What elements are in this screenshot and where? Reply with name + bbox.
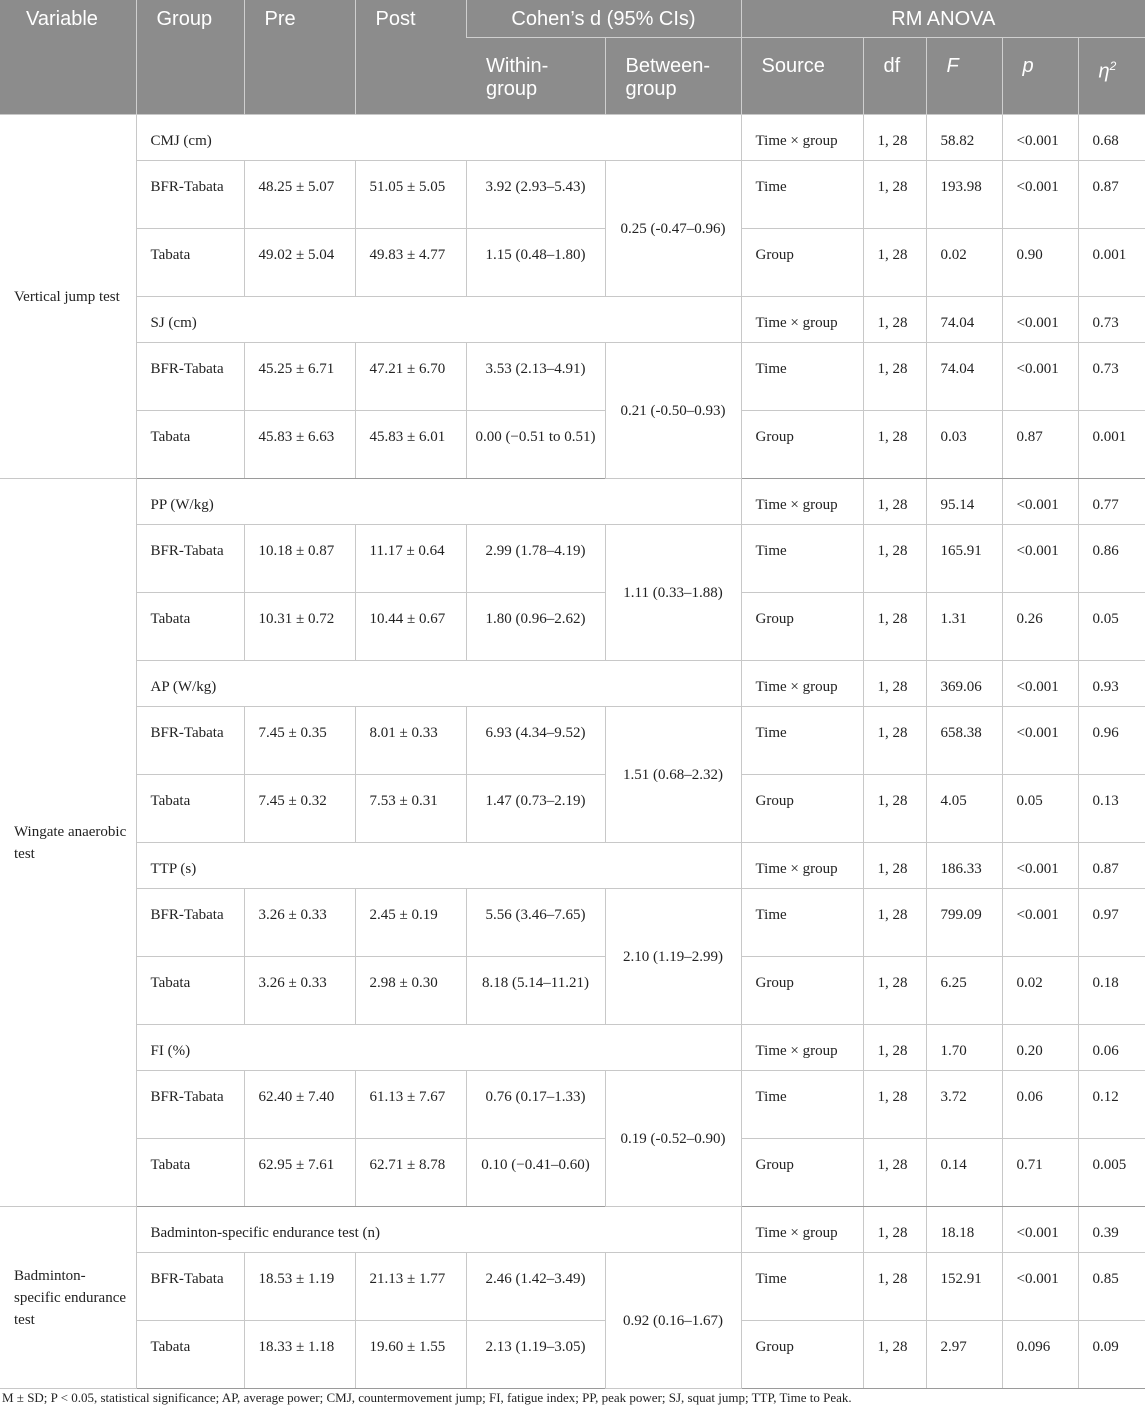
anova-eta: 0.73	[1078, 297, 1145, 343]
between-cell: 0.25 (-0.47–0.96)	[605, 161, 741, 297]
anova-df: 1, 28	[863, 411, 926, 479]
post-cell: 45.83 ± 6.01	[355, 411, 466, 479]
header-df: df	[863, 38, 926, 115]
anova-eta: 0.77	[1078, 479, 1145, 525]
anova-df: 1, 28	[863, 889, 926, 957]
anova-eta: 0.12	[1078, 1071, 1145, 1139]
anova-df: 1, 28	[863, 1139, 926, 1207]
anova-f: 369.06	[926, 661, 1002, 707]
within-cell: 6.93 (4.34–9.52)	[466, 707, 605, 775]
within-cell: 3.92 (2.93–5.43)	[466, 161, 605, 229]
header-p: p	[1002, 38, 1078, 115]
anova-p: <0.001	[1002, 1253, 1078, 1321]
within-cell: 0.00 (−0.51 to 0.51)	[466, 411, 605, 479]
within-cell: 2.99 (1.78–4.19)	[466, 525, 605, 593]
group-cell: Tabata	[136, 593, 244, 661]
table-row	[0, 775, 1145, 843]
anova-df: 1, 28	[863, 297, 926, 343]
within-cell: 2.13 (1.19–3.05)	[466, 1321, 605, 1389]
measure-row	[0, 479, 1145, 525]
post-cell: 21.13 ± 1.77	[355, 1253, 466, 1321]
anova-eta: 0.001	[1078, 229, 1145, 297]
group-cell: Tabata	[136, 1139, 244, 1207]
anova-source: Group	[741, 593, 863, 661]
anova-df: 1, 28	[863, 161, 926, 229]
anova-df: 1, 28	[863, 229, 926, 297]
measure-name: Badminton-specific endurance test (n)	[136, 1207, 741, 1253]
measure-name: PP (W/kg)	[136, 479, 741, 525]
anova-eta: 0.96	[1078, 707, 1145, 775]
anova-eta: 0.05	[1078, 593, 1145, 661]
anova-eta: 0.06	[1078, 1025, 1145, 1071]
within-cell: 8.18 (5.14–11.21)	[466, 957, 605, 1025]
anova-p: <0.001	[1002, 1207, 1078, 1253]
within-cell: 1.15 (0.48–1.80)	[466, 229, 605, 297]
group-cell: Tabata	[136, 411, 244, 479]
anova-df: 1, 28	[863, 707, 926, 775]
post-cell: 7.53 ± 0.31	[355, 775, 466, 843]
anova-source: Group	[741, 775, 863, 843]
anova-f: 74.04	[926, 297, 1002, 343]
anova-eta: 0.18	[1078, 957, 1145, 1025]
anova-f: 0.02	[926, 229, 1002, 297]
pre-cell: 62.40 ± 7.40	[244, 1071, 355, 1139]
anova-eta: 0.68	[1078, 115, 1145, 161]
anova-p: 0.05	[1002, 775, 1078, 843]
post-cell: 61.13 ± 7.67	[355, 1071, 466, 1139]
group-cell: Tabata	[136, 775, 244, 843]
anova-source: Group	[741, 1139, 863, 1207]
anova-df: 1, 28	[863, 1321, 926, 1389]
header-between-group: Between-group	[605, 38, 741, 115]
group-cell: Tabata	[136, 229, 244, 297]
anova-source: Group	[741, 1321, 863, 1389]
anova-source: Time	[741, 343, 863, 411]
variable-cell: Vertical jump test	[0, 115, 136, 479]
eta-superscript: 2	[1109, 59, 1117, 73]
post-cell: 8.01 ± 0.33	[355, 707, 466, 775]
table-row	[0, 1071, 1145, 1139]
pre-cell: 18.53 ± 1.19	[244, 1253, 355, 1321]
within-cell: 5.56 (3.46–7.65)	[466, 889, 605, 957]
anova-p: 0.87	[1002, 411, 1078, 479]
anova-f: 186.33	[926, 843, 1002, 889]
pre-cell: 18.33 ± 1.18	[244, 1321, 355, 1389]
variable-cell: Badminton-specific endurance test	[0, 1207, 136, 1389]
post-cell: 2.45 ± 0.19	[355, 889, 466, 957]
header-pre: Pre	[244, 0, 355, 115]
measure-name: SJ (cm)	[136, 297, 741, 343]
table-row	[0, 889, 1145, 957]
anova-source: Time	[741, 161, 863, 229]
anova-df: 1, 28	[863, 479, 926, 525]
anova-df: 1, 28	[863, 843, 926, 889]
pre-cell: 62.95 ± 7.61	[244, 1139, 355, 1207]
group-cell: BFR-Tabata	[136, 1253, 244, 1321]
anova-source: Time	[741, 525, 863, 593]
group-cell: BFR-Tabata	[136, 343, 244, 411]
group-cell: BFR-Tabata	[136, 889, 244, 957]
anova-source: Time × group	[741, 1207, 863, 1253]
pre-cell: 7.45 ± 0.35	[244, 707, 355, 775]
anova-eta: 0.001	[1078, 411, 1145, 479]
header-variable: Variable	[0, 0, 136, 115]
measure-row	[0, 1207, 1145, 1253]
table-row	[0, 229, 1145, 297]
anova-f: 658.38	[926, 707, 1002, 775]
pre-cell: 45.83 ± 6.63	[244, 411, 355, 479]
anova-source: Time × group	[741, 297, 863, 343]
anova-df: 1, 28	[863, 1207, 926, 1253]
anova-df: 1, 28	[863, 775, 926, 843]
post-cell: 11.17 ± 0.64	[355, 525, 466, 593]
anova-eta: 0.09	[1078, 1321, 1145, 1389]
anova-source: Group	[741, 229, 863, 297]
between-cell: 2.10 (1.19–2.99)	[605, 889, 741, 1025]
anova-f: 0.03	[926, 411, 1002, 479]
anova-f: 3.72	[926, 1071, 1002, 1139]
header-f: F	[926, 38, 1002, 115]
anova-f: 0.14	[926, 1139, 1002, 1207]
anova-df: 1, 28	[863, 525, 926, 593]
within-cell: 1.80 (0.96–2.62)	[466, 593, 605, 661]
anova-source: Time × group	[741, 115, 863, 161]
measure-name: FI (%)	[136, 1025, 741, 1071]
anova-eta: 0.13	[1078, 775, 1145, 843]
measure-row	[0, 297, 1145, 343]
between-cell: 0.21 (-0.50–0.93)	[605, 343, 741, 479]
anova-source: Time × group	[741, 661, 863, 707]
anova-eta: 0.87	[1078, 161, 1145, 229]
anova-source: Time	[741, 1071, 863, 1139]
anova-p: 0.26	[1002, 593, 1078, 661]
anova-df: 1, 28	[863, 1071, 926, 1139]
anova-f: 58.82	[926, 115, 1002, 161]
anova-p: <0.001	[1002, 707, 1078, 775]
post-cell: 10.44 ± 0.67	[355, 593, 466, 661]
post-cell: 2.98 ± 0.30	[355, 957, 466, 1025]
header-rm-anova: RM ANOVA	[741, 0, 1145, 38]
within-cell: 3.53 (2.13–4.91)	[466, 343, 605, 411]
table-row	[0, 411, 1145, 479]
anova-p: <0.001	[1002, 161, 1078, 229]
anova-p: <0.001	[1002, 479, 1078, 525]
post-cell: 19.60 ± 1.55	[355, 1321, 466, 1389]
anova-f: 6.25	[926, 957, 1002, 1025]
anova-p: 0.096	[1002, 1321, 1078, 1389]
anova-source: Group	[741, 411, 863, 479]
within-cell: 2.46 (1.42–3.49)	[466, 1253, 605, 1321]
anova-p: <0.001	[1002, 297, 1078, 343]
table-row	[0, 593, 1145, 661]
measure-row	[0, 1025, 1145, 1071]
pre-cell: 45.25 ± 6.71	[244, 343, 355, 411]
anova-f: 18.18	[926, 1207, 1002, 1253]
anova-df: 1, 28	[863, 115, 926, 161]
pre-cell: 48.25 ± 5.07	[244, 161, 355, 229]
header-cohens-d: Cohen’s d (95% CIs)	[466, 0, 741, 38]
header-eta-squared	[1078, 38, 1145, 115]
anova-p: <0.001	[1002, 843, 1078, 889]
header-post: Post	[355, 0, 466, 115]
between-cell: 1.51 (0.68–2.32)	[605, 707, 741, 843]
anova-p: 0.06	[1002, 1071, 1078, 1139]
anova-f: 74.04	[926, 343, 1002, 411]
group-cell: BFR-Tabata	[136, 707, 244, 775]
pre-cell: 3.26 ± 0.33	[244, 957, 355, 1025]
table-row	[0, 343, 1145, 411]
anova-f: 799.09	[926, 889, 1002, 957]
anova-df: 1, 28	[863, 593, 926, 661]
between-cell: 0.19 (-0.52–0.90)	[605, 1071, 741, 1207]
table-footnote: M ± SD; P < 0.05, statistical significance; AP, average power; CMJ, countermovement jump; FI, fatigue index; PP, peak power; SJ, squat jump; TTP, Time to Peak.	[2, 1390, 852, 1405]
pre-cell: 3.26 ± 0.33	[244, 889, 355, 957]
group-cell: Tabata	[136, 957, 244, 1025]
anova-eta: 0.93	[1078, 661, 1145, 707]
anova-source: Time × group	[741, 1025, 863, 1071]
anova-source: Time × group	[741, 479, 863, 525]
anova-f: 2.97	[926, 1321, 1002, 1389]
anova-df: 1, 28	[863, 343, 926, 411]
anova-f: 95.14	[926, 479, 1002, 525]
table-row	[0, 1139, 1145, 1207]
measure-name: TTP (s)	[136, 843, 741, 889]
table-row	[0, 1321, 1145, 1389]
between-cell: 1.11 (0.33–1.88)	[605, 525, 741, 661]
table-row	[0, 707, 1145, 775]
post-cell: 51.05 ± 5.05	[355, 161, 466, 229]
measure-name: AP (W/kg)	[136, 661, 741, 707]
table-row	[0, 525, 1145, 593]
anova-p: <0.001	[1002, 889, 1078, 957]
anova-p: <0.001	[1002, 115, 1078, 161]
anova-eta: 0.85	[1078, 1253, 1145, 1321]
anova-df: 1, 28	[863, 1253, 926, 1321]
anova-f: 1.70	[926, 1025, 1002, 1071]
anova-source: Time × group	[741, 843, 863, 889]
anova-source: Group	[741, 957, 863, 1025]
pre-cell: 10.18 ± 0.87	[244, 525, 355, 593]
anova-source: Time	[741, 889, 863, 957]
eta-symbol: η	[1098, 60, 1110, 83]
anova-p: <0.001	[1002, 661, 1078, 707]
anova-source: Time	[741, 1253, 863, 1321]
anova-eta: 0.39	[1078, 1207, 1145, 1253]
measure-row	[0, 661, 1145, 707]
group-cell: BFR-Tabata	[136, 525, 244, 593]
pre-cell: 49.02 ± 5.04	[244, 229, 355, 297]
pre-cell: 10.31 ± 0.72	[244, 593, 355, 661]
between-cell: 0.92 (0.16–1.67)	[605, 1253, 741, 1389]
anova-eta: 0.86	[1078, 525, 1145, 593]
anova-eta: 0.97	[1078, 889, 1145, 957]
post-cell: 47.21 ± 6.70	[355, 343, 466, 411]
anova-df: 1, 28	[863, 1025, 926, 1071]
anova-eta: 0.73	[1078, 343, 1145, 411]
anova-eta: 0.87	[1078, 843, 1145, 889]
anova-f: 165.91	[926, 525, 1002, 593]
anova-p: 0.90	[1002, 229, 1078, 297]
anova-eta: 0.005	[1078, 1139, 1145, 1207]
anova-df: 1, 28	[863, 661, 926, 707]
anova-p: <0.001	[1002, 343, 1078, 411]
post-cell: 62.71 ± 8.78	[355, 1139, 466, 1207]
header-within-group: Within-group	[466, 38, 605, 115]
anova-p: 0.20	[1002, 1025, 1078, 1071]
anova-p: 0.02	[1002, 957, 1078, 1025]
within-cell: 1.47 (0.73–2.19)	[466, 775, 605, 843]
table-row	[0, 1253, 1145, 1321]
table-row	[0, 957, 1145, 1025]
post-cell: 49.83 ± 4.77	[355, 229, 466, 297]
pre-cell: 7.45 ± 0.32	[244, 775, 355, 843]
anova-f: 4.05	[926, 775, 1002, 843]
anova-f: 1.31	[926, 593, 1002, 661]
table-body	[0, 115, 1145, 1389]
measure-name: CMJ (cm)	[136, 115, 741, 161]
anova-f: 193.98	[926, 161, 1002, 229]
within-cell: 0.10 (−0.41–0.60)	[466, 1139, 605, 1207]
anova-p: 0.71	[1002, 1139, 1078, 1207]
table-row	[0, 161, 1145, 229]
measure-row	[0, 115, 1145, 161]
measure-row	[0, 843, 1145, 889]
group-cell: BFR-Tabata	[136, 1071, 244, 1139]
anova-df: 1, 28	[863, 957, 926, 1025]
variable-cell: Wingate anaerobic test	[0, 479, 136, 1207]
within-cell: 0.76 (0.17–1.33)	[466, 1071, 605, 1139]
group-cell: Tabata	[136, 1321, 244, 1389]
header-group: Group	[136, 0, 244, 115]
group-cell: BFR-Tabata	[136, 161, 244, 229]
anova-source: Time	[741, 707, 863, 775]
anova-f: 152.91	[926, 1253, 1002, 1321]
header-source: Source	[741, 38, 863, 115]
anova-p: <0.001	[1002, 525, 1078, 593]
